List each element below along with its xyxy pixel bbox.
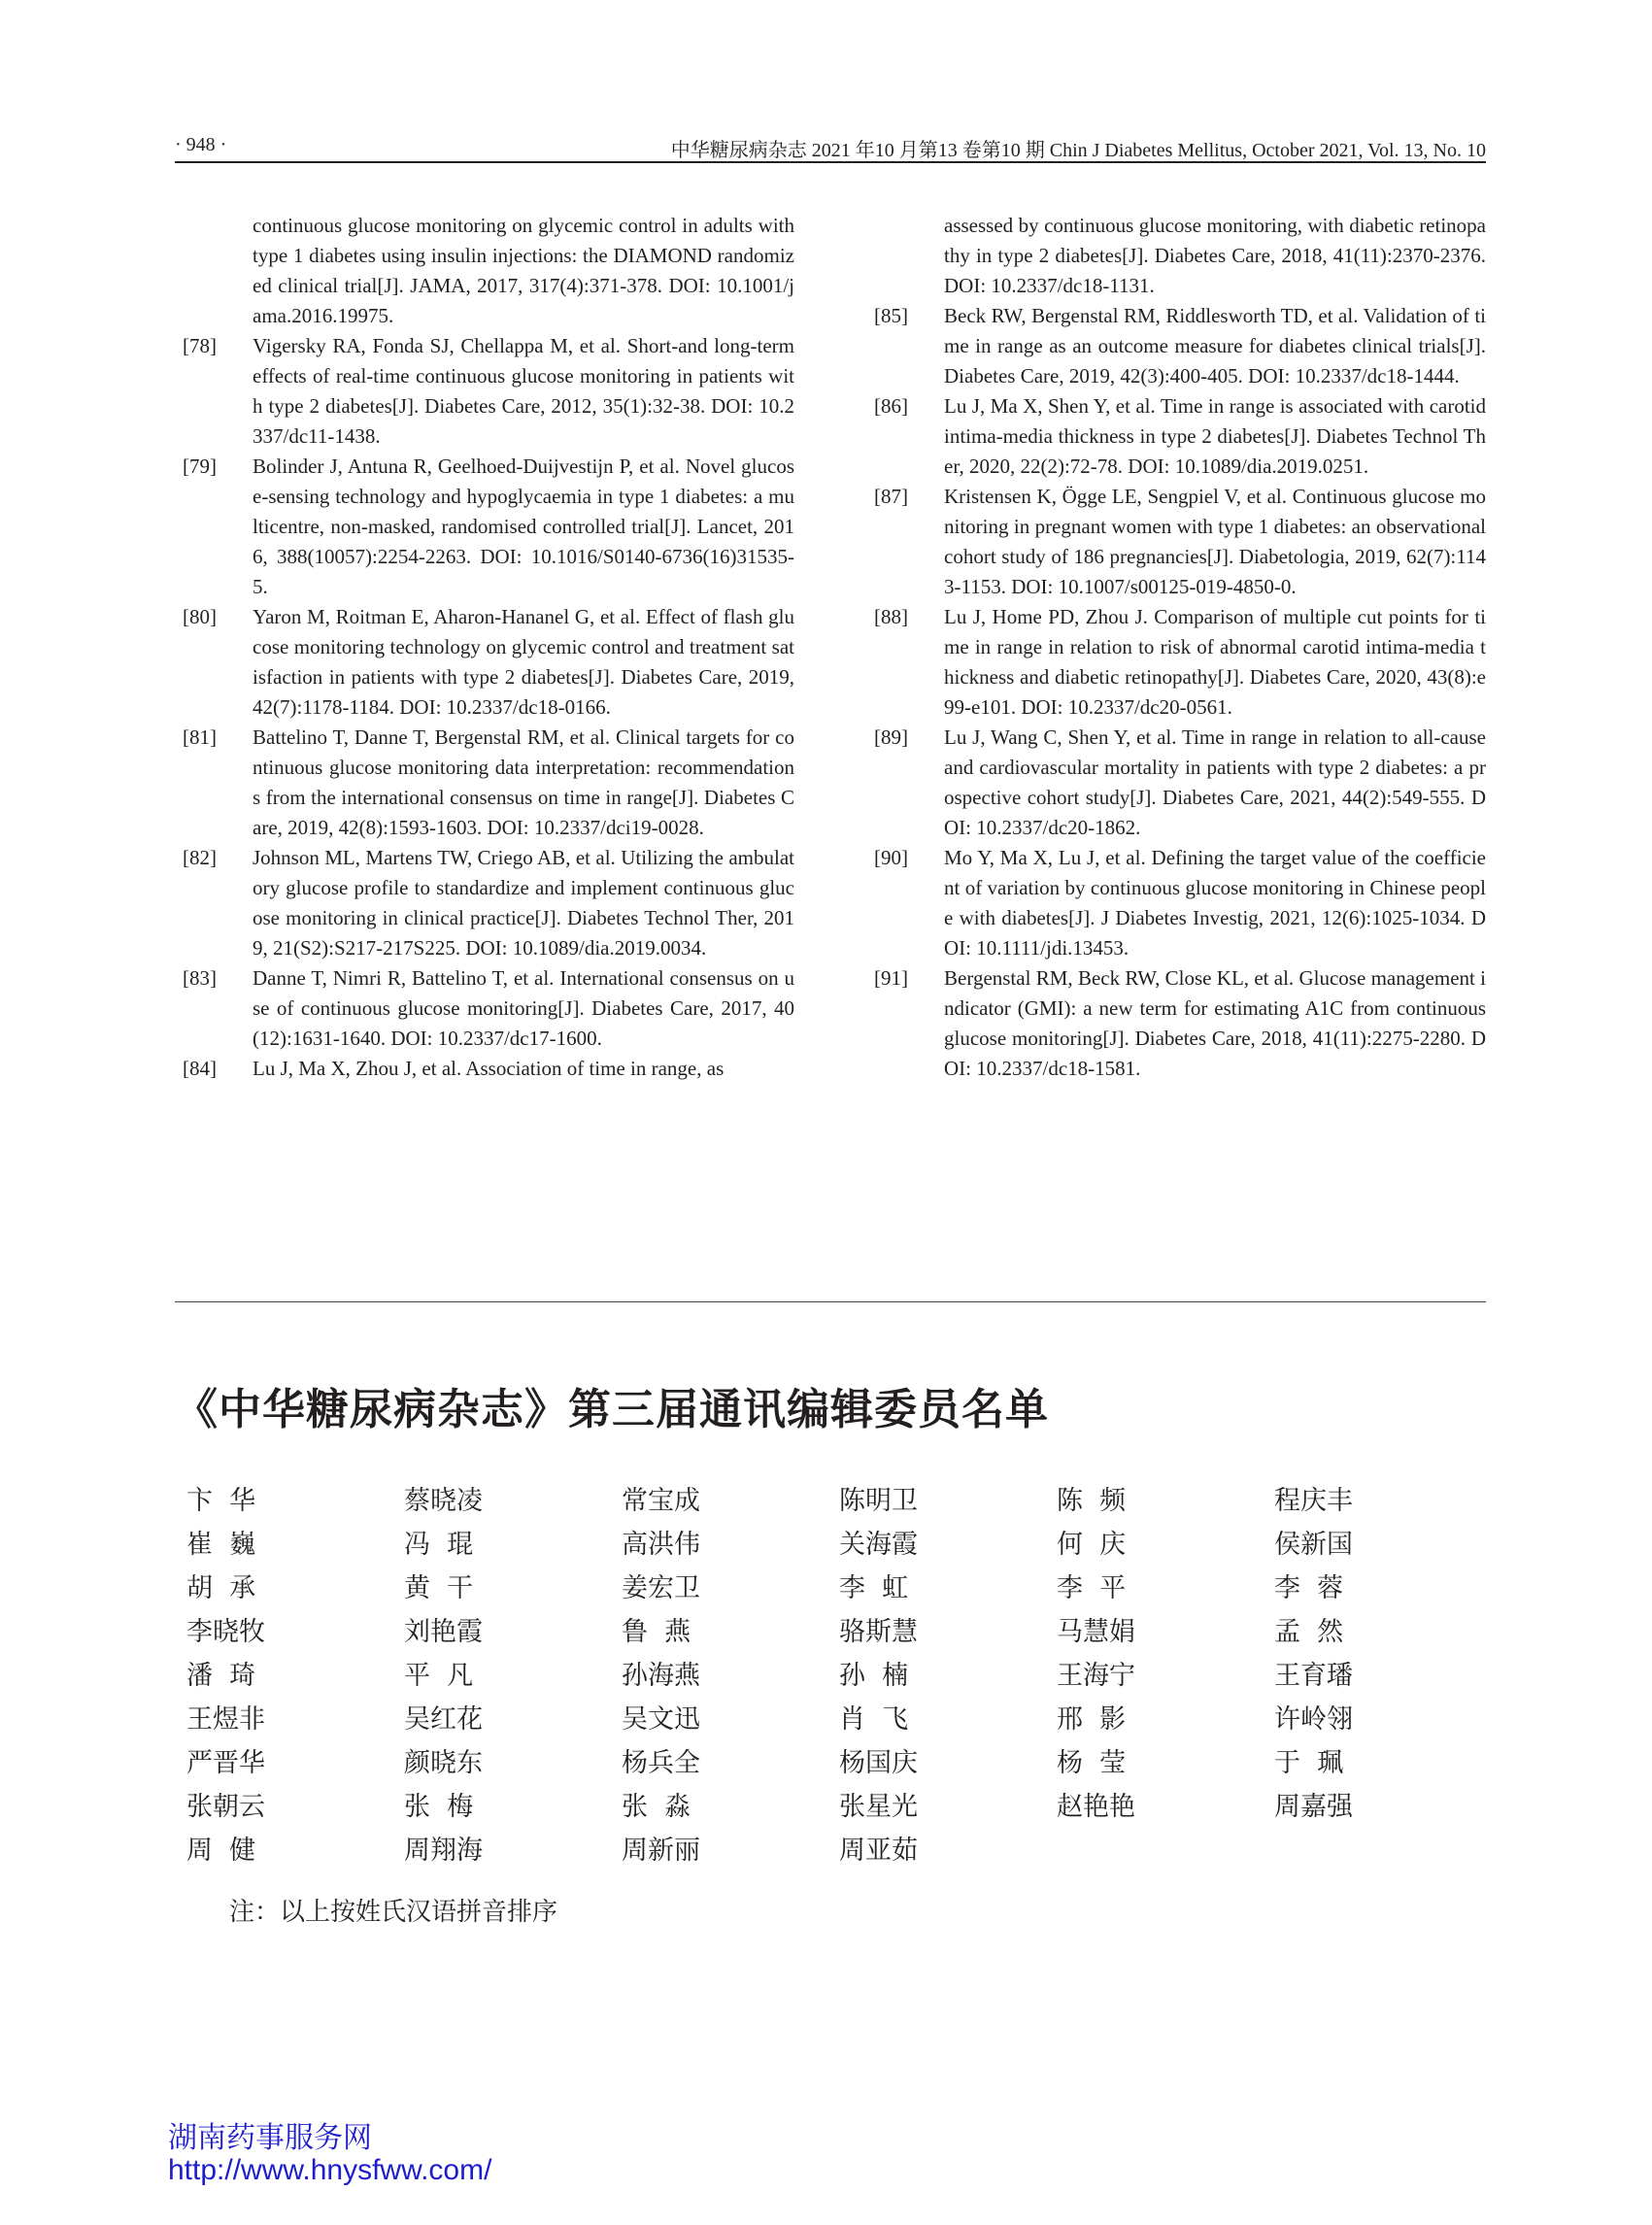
reference-entry xyxy=(183,211,794,331)
editor-name: 许岭翎 xyxy=(1274,1704,1353,1735)
editor-name: 周嘉强 xyxy=(1274,1792,1353,1822)
editor-name: 赵艳艳 xyxy=(1057,1792,1135,1822)
editor-name: 杨兵全 xyxy=(622,1748,700,1778)
editor-name: 王育璠 xyxy=(1274,1661,1353,1691)
reference-number: [83] xyxy=(183,966,217,990)
reference-entry xyxy=(874,211,1486,301)
reference-text: Battelino T, Danne T, Bergenstal RM, et al. Clinical targets for continuous glucose monitoring data interpretation: recommendations from the international consensus on time in range[J]. Diabetes Care, 2019, 42(8):1593-1603. DOI: 10.2337/dci19-0028. xyxy=(253,725,794,839)
reference-number: [89] xyxy=(874,725,908,749)
editor-name: 张 淼 xyxy=(622,1792,691,1822)
editor-name: 吴红花 xyxy=(404,1704,483,1735)
references-right-column xyxy=(874,211,1486,1084)
editor-name: 关海霞 xyxy=(839,1530,918,1560)
sorting-note: 注：以上按姓氏汉语拼音排序 xyxy=(229,1898,558,1927)
editor-name: 邢 影 xyxy=(1057,1704,1127,1735)
editor-name: 常宝成 xyxy=(622,1486,700,1516)
reference-entry xyxy=(183,1054,794,1084)
editor-name: 颜晓东 xyxy=(404,1748,483,1778)
reference-number: [90] xyxy=(874,846,908,869)
reference-number: [91] xyxy=(874,966,908,990)
reference-number: [79] xyxy=(183,455,217,478)
reference-number: [81] xyxy=(183,725,217,749)
editor-name: 陈 频 xyxy=(1057,1486,1127,1516)
reference-text: Beck RW, Bergenstal RM, Riddlesworth TD, et al. Validation of time in range as an outcome measure for diabetes clinical trials[J]. Diabetes Care, 2019, 42(3):400-405. DOI: 10.2337/dc18-1444. xyxy=(944,304,1486,388)
editor-name: 杨国庆 xyxy=(839,1748,918,1778)
editor-name: 于 珮 xyxy=(1274,1748,1344,1778)
editor-name: 姜宏卫 xyxy=(622,1573,700,1603)
page-header xyxy=(175,128,1486,163)
reference-entry xyxy=(874,602,1486,723)
editor-name: 冯 琨 xyxy=(404,1530,474,1560)
reference-number: [84] xyxy=(183,1057,217,1080)
reference-entry xyxy=(183,331,794,452)
editor-name: 潘 琦 xyxy=(186,1661,256,1691)
editor-name: 刘艳霞 xyxy=(404,1617,483,1647)
reference-text: Lu J, Home PD, Zhou J. Comparison of multiple cut points for time in range in relation to risk of abnormal carotid intima-media thickness and diabetic retinopathy[J]. Diabetes Care, 2020, 43(8):e99-e101. DOI: 10.2337/dc20-0561. xyxy=(944,605,1486,719)
reference-entry xyxy=(874,391,1486,482)
reference-text: Johnson ML, Martens TW, Criego AB, et al. Utilizing the ambulatory glucose profile to standardize and implement continuous glucose monitoring in clinical practice[J]. Diabetes Technol Ther, 2019, 21(S2):S217-217S225. DOI: 10.1089/dia.2019.0034. xyxy=(253,846,794,960)
editor-name: 严晋华 xyxy=(186,1748,265,1778)
reference-text: Yaron M, Roitman E, Aharon-Hananel G, et al. Effect of flash glucose monitoring technology on glycemic control and treatment satisfaction in patients with type 2 diabetes[J]. Diabetes Care, 2019, 42(7):1178-1184. DOI: 10.2337/dc18-0166. xyxy=(253,605,794,719)
editor-name: 卞 华 xyxy=(186,1486,256,1516)
editor-name: 孟 然 xyxy=(1274,1617,1344,1647)
reference-entry xyxy=(183,602,794,723)
editor-name: 李 虹 xyxy=(839,1573,909,1603)
editor-name: 崔 巍 xyxy=(186,1530,256,1560)
reference-number xyxy=(874,211,944,301)
watermark-site-name: 湖南药事服务网 xyxy=(168,2121,372,2155)
reference-text: Bergenstal RM, Beck RW, Close KL, et al. Glucose management indicator (GMI): a new term for estimating A1C from continuous glucose monitoring[J]. Diabetes Care, 2018, 41(11):2275-2280. DOI: 10.2337/dc18-1581. xyxy=(944,966,1486,1080)
editor-name: 张星光 xyxy=(839,1792,918,1822)
editor-name: 周新丽 xyxy=(622,1836,700,1866)
reference-text: Bolinder J, Antuna R, Geelhoed-Duijvestijn P, et al. Novel glucose-sensing technology and hypoglycaemia in type 1 diabetes: a multicentre, non-masked, randomised controlled trial[J]. Lancet, 2016, 388(10057):2254-2263. DOI: 10.1016/S0140-6736(16)31535-5. xyxy=(253,455,794,598)
editor-name: 周亚茹 xyxy=(839,1836,918,1866)
reference-number: [82] xyxy=(183,846,217,869)
journal-info: 中华糖尿病杂志 2021 年10 月第13 卷第10 期 Chin J Diabetes Mellitus, October 2021, Vol. 13, No. 10 xyxy=(670,140,1486,161)
editor-name: 陈明卫 xyxy=(839,1486,918,1516)
editor-name: 胡 承 xyxy=(186,1573,256,1603)
editor-name: 侯新国 xyxy=(1274,1530,1353,1560)
reference-text: Vigersky RA, Fonda SJ, Chellappa M, et al. Short-and long-term effects of real-time continuous glucose monitoring in patients with type 2 diabetes[J]. Diabetes Care, 2012, 35(1):32-38. DOI: 10.2337/dc11-1438. xyxy=(253,334,794,448)
reference-entry xyxy=(183,452,794,602)
editor-name: 李 蓉 xyxy=(1274,1573,1344,1603)
editor-name: 王海宁 xyxy=(1057,1661,1135,1691)
editor-name: 黄 干 xyxy=(404,1573,474,1603)
reference-number: [80] xyxy=(183,605,217,628)
editor-name: 李 平 xyxy=(1057,1573,1127,1603)
reference-text: Kristensen K, Ögge LE, Sengpiel V, et al. Continuous glucose monitoring in pregnant women with type 1 diabetes: an observational cohort study of 186 pregnancies[J]. Diabetologia, 2019, 62(7):1143-1153. DOI: 10.1007/s00125-019-4850-0. xyxy=(944,485,1486,598)
page-number: · 948 · xyxy=(175,134,227,155)
reference-number: [85] xyxy=(874,304,908,327)
reference-entry xyxy=(874,723,1486,843)
editor-name: 高洪伟 xyxy=(622,1530,700,1560)
watermark-url[interactable]: http://www.hnysfww.com/ xyxy=(168,2154,492,2186)
references-left-column xyxy=(183,211,794,1084)
editor-name: 肖 飞 xyxy=(839,1704,909,1735)
reference-entry xyxy=(874,843,1486,963)
reference-entry xyxy=(183,723,794,843)
reference-entry xyxy=(183,963,794,1054)
reference-text: Danne T, Nimri R, Battelino T, et al. International consensus on use of continuous glucose monitoring[J]. Diabetes Care, 2017, 40(12):1631-1640. DOI: 10.2337/dc17-1600. xyxy=(253,966,794,1050)
editor-name: 周 健 xyxy=(186,1836,256,1866)
reference-text: Mo Y, Ma X, Lu J, et al. Defining the target value of the coefficient of variation by continuous glucose monitoring in Chinese people with diabetes[J]. J Diabetes Investig, 2021, 12(6):1025-1034. DOI: 10.1111/jdi.13453. xyxy=(944,846,1486,960)
reference-entry xyxy=(183,843,794,963)
reference-number: [86] xyxy=(874,394,908,418)
section-title: 《中华糖尿病杂志》第三届通讯编辑委员名单 xyxy=(175,1385,1049,1434)
editor-name: 张 梅 xyxy=(404,1792,474,1822)
editor-name: 王煜非 xyxy=(186,1704,265,1735)
editor-name: 鲁 燕 xyxy=(622,1617,691,1647)
editor-name: 骆斯慧 xyxy=(839,1617,918,1647)
reference-number: [78] xyxy=(183,334,217,357)
editor-name: 李晓牧 xyxy=(186,1617,265,1647)
reference-entry xyxy=(874,963,1486,1084)
reference-entry xyxy=(874,301,1486,391)
editor-name: 杨 莹 xyxy=(1057,1748,1127,1778)
editor-name: 孙海燕 xyxy=(622,1661,700,1691)
reference-text: Lu J, Ma X, Zhou J, et al. Association of time in range, as xyxy=(253,1057,725,1080)
editor-name: 孙 楠 xyxy=(839,1661,909,1691)
editor-name: 张朝云 xyxy=(186,1792,265,1822)
editor-name: 马慧娟 xyxy=(1057,1617,1135,1647)
reference-text: assessed by continuous glucose monitoring, with diabetic retinopathy in type 2 diabetes[J]. Diabetes Care, 2018, 41(11):2370-2376. DOI: 10.2337/dc18-1131. xyxy=(944,214,1486,297)
reference-text: Lu J, Ma X, Shen Y, et al. Time in range is associated with carotid intima-media thickness in type 2 diabetes[J]. Diabetes Technol Ther, 2020, 22(2):72-78. DOI: 10.1089/dia.2019.0251. xyxy=(944,394,1486,478)
editor-name: 平 凡 xyxy=(404,1661,474,1691)
editor-name: 周翔海 xyxy=(404,1836,483,1866)
reference-number xyxy=(183,211,253,331)
section-divider xyxy=(175,1301,1486,1302)
editor-name: 吴文迅 xyxy=(622,1704,700,1735)
reference-number: [88] xyxy=(874,605,908,628)
editor-name: 何 庆 xyxy=(1057,1530,1127,1560)
reference-entry xyxy=(874,482,1486,602)
editor-name-grid xyxy=(175,1486,1486,1866)
reference-number: [87] xyxy=(874,485,908,508)
editor-name: 蔡晓凌 xyxy=(404,1486,483,1516)
reference-text: continuous glucose monitoring on glycemic control in adults with type 1 diabetes using insulin injections: the DIAMOND randomized clinical trial[J]. JAMA, 2017, 317(4):371-378. DOI: 10.1001/jama.2016.19975. xyxy=(253,214,794,327)
editor-name: 程庆丰 xyxy=(1274,1486,1353,1516)
reference-text: Lu J, Wang C, Shen Y, et al. Time in range in relation to all-cause and cardiovascular mortality in patients with type 2 diabetes: a prospective cohort study[J]. Diabetes Care, 2021, 44(2):549-555. DOI: 10.2337/dc20-1862. xyxy=(944,725,1486,839)
